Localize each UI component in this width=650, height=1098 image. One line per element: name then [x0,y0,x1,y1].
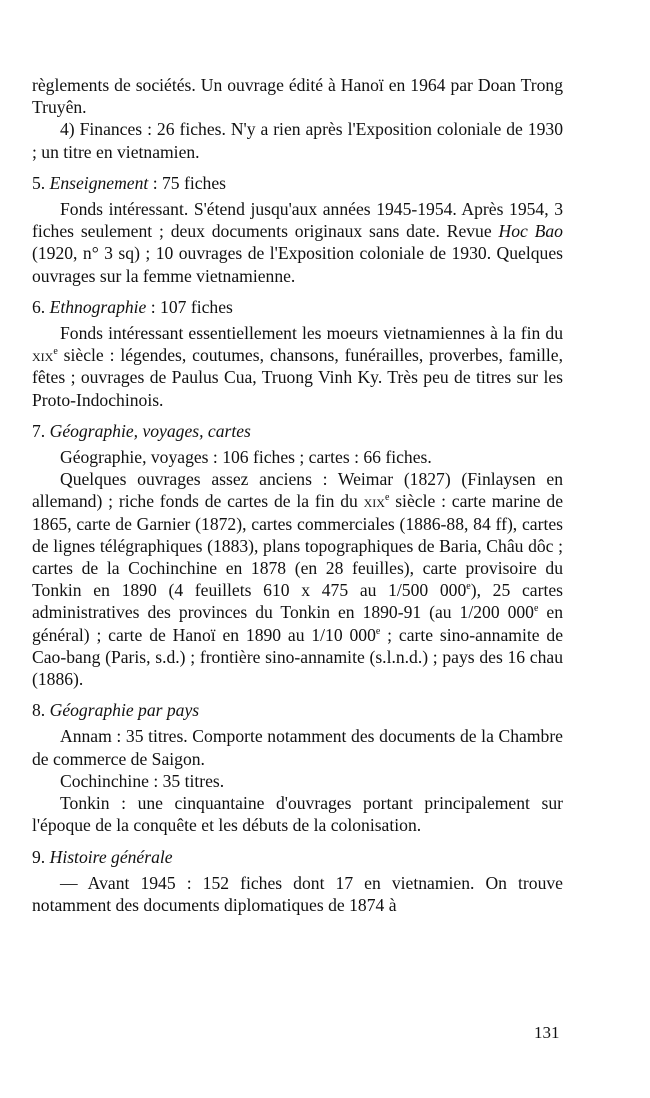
text-run: ; carte sino-annamite de Cao-bang (Paris, s.d.) ; frontière sino-annamite (s.l.n.d.) ; pays des 16 chau (1886). [32,624,563,690]
section-title: Histoire générale [49,846,173,867]
text-run: ), 25 cartes administratives des provinces du Tonkin en 1890-91 (au 1/200 000 [32,580,563,623]
text-run: Fonds intéressant. S'étend jusqu'aux années 1945-1954. Après 1954, 3 fiches seulement ; deux documents originaux sans date. Revue [32,199,563,242]
paragraph [32,322,563,411]
section-number: 9. [32,846,46,867]
section-heading-9 [32,846,563,868]
text-run: siècle : carte marine de 1865, carte de Garnier (1872), cartes commerciales (1886-88, 84 ff), cartes de lignes télégraphiques (1883), plans topographiques de Baria, Châu dôc ; cartes de la Cochinchine en 1878 (en 28 feuilles), carte provisoire du Tonkin en 1890 (4 feuillets 610 x 475 au 1/500 000 [32,491,563,601]
journal-title: Hoc Bao [498,221,563,242]
page-number: 131 [534,1023,560,1042]
section-number: 6. [32,296,46,317]
section-count: : 107 fiches [146,296,233,317]
roman-numeral: xix [363,491,385,512]
text-run: Fonds intéressant essentiellement les moeurs vietnamiennes à la fin du [60,323,563,344]
section-title: Géographie par pays [49,700,200,721]
paragraph: Annam : 35 titres. Comporte notamment des documents de la Chambre de commerce de Saigon. [32,726,563,769]
paragraph [32,198,563,287]
section-heading-7 [32,420,563,442]
section-number: 5. [32,172,46,193]
section-heading-6 [32,296,563,318]
section-title: Enseignement [49,172,149,193]
superscript: e [466,581,471,593]
document-page [32,74,563,916]
section-heading-5 [32,172,563,194]
paragraph: Tonkin : une cinquantaine d'ouvrages portant principalement sur l'époque de la conquête et les débuts de la colonisation. [32,793,563,836]
paragraph: — Avant 1945 : 152 fiches dont 17 en vietnamien. On trouve notamment des documents diplomatiques de 1874 à [32,872,563,915]
text-run: siècle : légendes, coutumes, chansons, funérailles, proverbes, famille, fêtes ; ouvrages de Paulus Cua, Truong Vinh Ky. Très peu de titres sur les Proto-Indochinois. [32,345,563,410]
superscript: e [533,603,539,615]
superscript: e [375,625,381,637]
text-run: (1920, n° 3 sq) ; 10 ouvrages de l'Exposition coloniale de 1930. Quelques ouvrages sur la femme vietnamienne. [32,243,563,286]
section-title: Ethnographie [49,296,147,317]
paragraph: 4) Finances : 26 fiches. N'y a rien après l'Exposition coloniale de 1930 ; un titre en vietnamien. [32,119,563,162]
text-run: en général) ; carte de Hanoï en 1890 au 1/10 000 [32,602,563,645]
paragraph: Cochinchine : 35 titres. [60,770,225,791]
roman-numeral: xix [32,345,54,366]
paragraph: règlements de sociétés. Un ouvrage édité à Hanoï en 1964 par Doan Trong Truyên. [32,75,563,118]
paragraph: Géographie, voyages : 106 fiches ; cartes : 66 fiches. [60,447,432,468]
text-run: Quelques ouvrages assez anciens : Weimar (1827) (Finlaysen en allemand) ; riche fonds de cartes de la fin du [32,469,563,512]
section-title: Géographie, voyages, cartes [49,420,251,441]
section-heading-8 [32,699,563,721]
superscript: e [53,346,58,358]
section-number: 7. [32,420,46,441]
superscript: e [384,492,390,504]
section-count: : 75 fiches [148,172,226,193]
section-number: 8. [32,700,46,721]
paragraph [32,468,563,690]
